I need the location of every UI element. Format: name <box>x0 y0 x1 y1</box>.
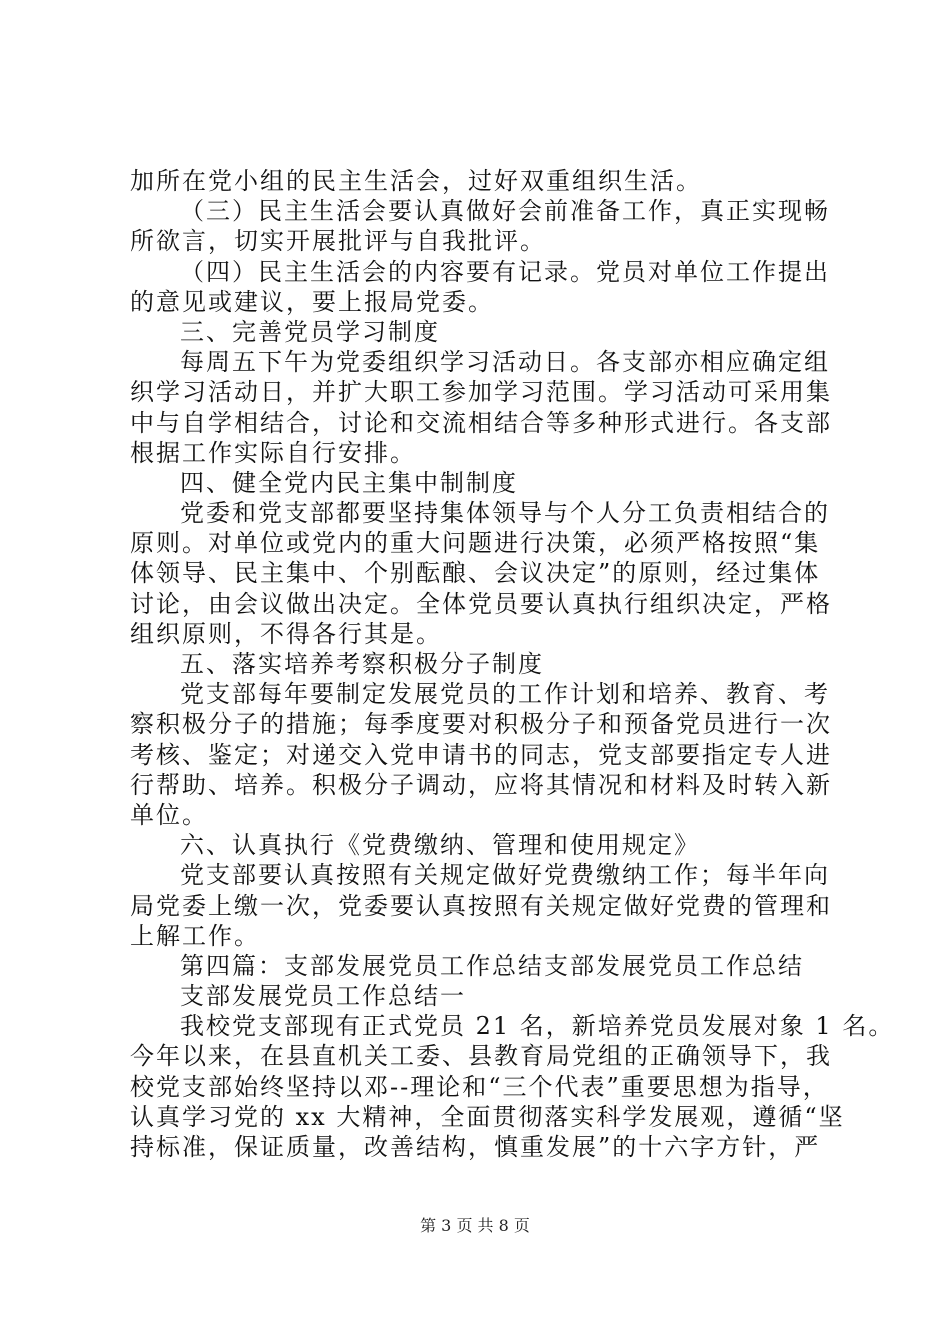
text-line: 持标准，保证质量，改善结构，慎重发展”的十六字方针，严 <box>130 1133 821 1161</box>
text-line: 局党委上缴一次，党委要认真按照有关规定做好党费的管理和 <box>130 891 832 920</box>
text-line: 根据工作实际自行安排。 <box>130 438 416 467</box>
text-line: 加所在党小组的民主生活会，过好双重组织生活。 <box>130 167 702 195</box>
text-line: （四）民主生活会的内容要有记录。党员对单位工作提出 <box>180 257 830 286</box>
text-line: 今年以来，在县直机关工委、县教育局党组的正确领导下，我 <box>130 1042 832 1071</box>
text-line: 支部发展党员工作总结一 <box>180 982 466 1011</box>
text-line: 我校党支部现有正式党员 21 名，新培养党员发展对象 1 名。 <box>180 1012 895 1041</box>
text-line: 四、健全党内民主集中制制度 <box>180 468 518 497</box>
text-line: 组织原则，不得各行其是。 <box>130 619 442 648</box>
text-line: 考核、鉴定；对递交入党申请书的同志，党支部要指定专人进 <box>130 740 832 769</box>
text-line: 上解工作。 <box>130 921 260 950</box>
text-line: 第四篇：支部发展党员工作总结支部发展党员工作总结 <box>180 951 804 980</box>
text-line: 讨论，由会议做出决定。全体党员要认真执行组织决定，严格 <box>130 589 832 618</box>
text-line: 体领导、民主集中、个别酝酿、会议决定”的原则，经过集体 <box>130 559 821 588</box>
text-line: 单位。 <box>130 800 208 829</box>
text-line: （三）民主生活会要认真做好会前准备工作，真正实现畅 <box>180 197 830 226</box>
text-line: 的意见或建议，要上报局党委。 <box>130 287 494 316</box>
text-line: 每周五下午为党委组织学习活动日。各支部亦相应确定组 <box>180 348 830 377</box>
text-line: 行帮助、培养。积极分子调动，应将其情况和材料及时转入新 <box>130 770 832 799</box>
text-line: 织学习活动日，并扩大职工参加学习范围。学习活动可采用集 <box>130 378 832 407</box>
page-footer: 第 3 页 共 8 页 <box>420 1216 530 1235</box>
text-line: 原则。对单位或党内的重大问题进行决策，必须严格按照“集 <box>130 529 821 558</box>
text-line: 五、落实培养考察积极分子制度 <box>180 650 544 678</box>
text-line: 认真学习党的 xx 大精神，全面贯彻落实科学发展观，遵循“坚 <box>130 1102 845 1131</box>
document-body <box>130 166 895 1162</box>
text-line: 校党支部始终坚持以邓--理论和“三个代表”重要思想为指导， <box>130 1072 829 1101</box>
text-line: 所欲言，切实开展批评与自我批评。 <box>130 227 546 256</box>
text-line: 六、认真执行《党费缴纳、管理和使用规定》 <box>180 831 700 860</box>
text-line: 党支部要认真按照有关规定做好党费缴纳工作；每半年向 <box>180 861 830 890</box>
text-line: 察积极分子的措施；每季度要对积极分子和预备党员进行一次 <box>130 710 832 739</box>
text-line: 党委和党支部都要坚持集体领导与个人分工负责相结合的 <box>180 499 830 528</box>
text-line: 中与自学相结合，讨论和交流相结合等多种形式进行。各支部 <box>130 408 832 437</box>
text-line: 党支部每年要制定发展党员的工作计划和培养、教育、考 <box>180 680 830 709</box>
text-line: 三、完善党员学习制度 <box>180 317 440 346</box>
